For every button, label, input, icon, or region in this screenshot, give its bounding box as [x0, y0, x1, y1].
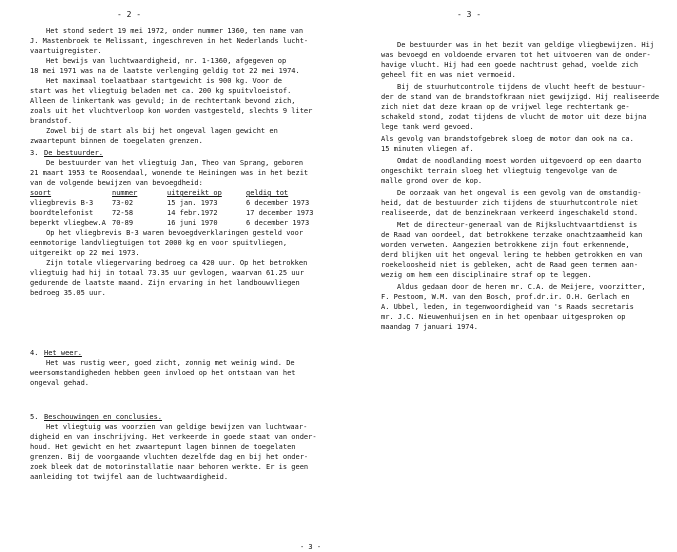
table-cell: 6 december 1973	[246, 199, 310, 207]
section-beschouwingen	[30, 412, 330, 482]
section-title: De bestuurder.	[44, 149, 104, 157]
section-heading	[30, 348, 330, 358]
text-line: Het was rustig weer, goed zicht, zonnig met weinig wind. De	[46, 359, 295, 367]
text-line: 15 minuten vliegen af.	[381, 145, 474, 153]
text-line: van de volgende bewijzen van bevoegdheid:	[30, 179, 203, 187]
table-header-cell: geldig tot	[246, 189, 289, 197]
text-line: der de stand van de brandstofkraan niet gewijzigd. Hij realiseerde	[381, 93, 660, 101]
text-line: J. Mastenbroek te Melissant, ingeschreven in het Nederlands lucht-	[30, 37, 309, 45]
text-line: havige vlucht. Hij had een goede nachtrust gehad, voelde zich	[381, 61, 639, 69]
text-line: heid, dat de bestuurder zich tijdens de stuurhutcontrole niet	[381, 199, 639, 207]
section-heading	[30, 148, 330, 158]
text-line: eenmotorige landvliegtuigen tot 2000 kg en voor spuitvliegen,	[30, 239, 288, 247]
text-line: houd. Het gewicht en het zwaartepunt lagen binnen de toegelaten	[30, 443, 296, 451]
text-line: zich niet dat deze kraan op de vrijwel lege rechtertank ge-	[381, 103, 630, 111]
license-table	[30, 188, 326, 228]
section-weer	[30, 348, 330, 388]
text-line: 18 mei 1971 was na de laatste verlenging geldig tot 22 mei 1974.	[30, 67, 300, 75]
text-line: aanleiding tot twijfel aan de luchtwaardigheid.	[30, 473, 229, 481]
text-line: zoek bleek dat de motorinstallatie naar behoren werkte. Er is geen	[30, 463, 309, 471]
section-title: Beschouwingen en conclusies.	[44, 413, 163, 421]
text-line: derd blijken uit het ongeval lering te hebben getrokken en van	[381, 251, 643, 259]
text-line: Aldus gedaan door de heren mr. C.A. de Meijere, voorzitter,	[397, 283, 646, 291]
paragraph	[381, 220, 671, 280]
text-line: Zijn totale vliegervaring bedroeg ca 420 uur. Op het betrokken	[46, 259, 308, 267]
section-text	[30, 358, 330, 388]
text-line: uitgereikt op 22 mei 1973.	[30, 249, 140, 257]
text-line: ongeschikt terrain sloeg het vliegtuig tengevolge van de	[381, 167, 618, 175]
text-line: mr. J.C. Nieuwenhuijsen en in het openbaar uitgesproken op	[381, 313, 626, 321]
next-page-marker: - 3 -	[300, 543, 322, 551]
text-line: De bestuurder van het vliegtuig Jan, Theo van Sprang, geboren	[46, 159, 304, 167]
table-row	[30, 218, 326, 228]
section-bestuurder	[30, 148, 330, 298]
section-text	[30, 422, 330, 482]
text-line: vaartuigregister.	[30, 47, 102, 55]
text-line: De oorzaak van het ongeval is een gevolg van de omstandig-	[397, 189, 642, 197]
text-line: grenzen. Bij de voorgaande vluchten dezelfde dag en bij het onder-	[30, 453, 309, 461]
table-cell: 17 december 1973	[246, 209, 314, 217]
text-line: worden verweten. Aangezien betrokkene zijn fout erkennende,	[381, 241, 630, 249]
section-title: Het weer.	[44, 349, 82, 357]
text-line: F. Pestoom, W.M. van den Bosch, prof.dr.ir. O.H. Gerlach en	[381, 293, 630, 301]
right-body	[381, 40, 671, 334]
text-line: was bevoegd en voldoende ervaren tot het uitvoeren van de onder-	[381, 51, 651, 59]
table-header-cell: nummer	[112, 189, 138, 197]
table-cell: vliegbrevis B-3	[30, 199, 94, 207]
text-line: A. Ubbel, leden, in tegenwoordigheid van 's Raads secretaris	[381, 303, 634, 311]
table-cell: beperkt vliegbew.A	[30, 219, 106, 227]
text-line: vliegtuig had hij in totaal 73.35 uur gevlogen, waarvan 61.25 uur	[30, 269, 304, 277]
page-left	[0, 0, 338, 552]
text-line: realiseerde, dat de benzinekraan verkeerd ingeschakeld stond.	[381, 209, 639, 217]
paragraph	[381, 156, 671, 186]
text-line: Omdat de noodlanding moest worden uitgevoerd op een daarto	[397, 157, 642, 165]
text-line: Het vliegtuig was voorzien van geldige bewijzen van luchtwaar-	[46, 423, 308, 431]
section-text-after-table	[30, 228, 330, 298]
text-line: malle grond over de kop.	[381, 177, 483, 185]
paragraph	[381, 188, 671, 218]
table-header-cell: soort	[30, 189, 52, 197]
section-heading	[30, 412, 330, 422]
text-line: Het bewijs van luchtwaardigheid, nr. 1-1360, afgegeven op	[46, 57, 287, 65]
table-cell: 15 jan. 1973	[167, 199, 218, 207]
text-line: De bestuurder was in het bezit van geldige vliegbewijzen. Hij	[397, 41, 655, 49]
text-line: weersomstandigheden hebben geen invloed op het ontstaan van het	[30, 369, 296, 377]
text-line: geheel fit en was niet vermoeid.	[381, 71, 516, 79]
text-line: gedurende de laatste maand. Zijn ervaring in het landbouwvliegen	[30, 279, 300, 287]
table-cell: 14 febr.1972	[167, 209, 218, 217]
table-cell: 72-58	[112, 209, 134, 217]
text-line: Op het vliegbrevis B-3 waren bevoegdverklaringen gesteld voor	[46, 229, 304, 237]
paragraph	[381, 134, 671, 154]
text-line: roekeloosheid niet is gebleken, acht de Raad geen termen aan-	[381, 261, 639, 269]
text-line: brandstof.	[30, 117, 73, 125]
paragraph	[381, 82, 671, 132]
text-line: start was het vliegtuig beladen met ca. 200 kg spuitvloeistof.	[30, 87, 292, 95]
table-row	[30, 198, 326, 208]
section-number: 4.	[30, 349, 39, 357]
text-line: Alleen de linkertank was gevuld; in de rechtertank bevond zich,	[30, 97, 296, 105]
section-number: 5.	[30, 413, 39, 421]
text-line: wezig om hem een disciplinaire straf op te leggen.	[381, 271, 592, 279]
intro-block	[30, 26, 330, 146]
text-line: Het maximaal toelaatbaar startgewicht is 900 kg. Voor de	[46, 77, 283, 85]
paragraph	[381, 40, 671, 80]
text-line: Als gevolg van brandstofgebrek sloeg de motor dan ook na ca.	[381, 135, 634, 143]
text-line: 21 maart 1953 te Roosendaal, wonende te Heiningen was in het bezit	[30, 169, 309, 177]
text-line: lege tank werd gevoed.	[381, 123, 474, 131]
page-right	[339, 0, 677, 552]
page-number: - 3 -	[457, 10, 482, 19]
table-cell: 70-89	[112, 219, 134, 227]
table-cell: 6 december 1973	[246, 219, 310, 227]
table-row	[30, 208, 326, 218]
section-text	[30, 158, 330, 188]
text-line: zoals uit het vluchtverloop kon worden vastgesteld, slechts 9 liter	[30, 107, 313, 115]
page-number: - 2 -	[117, 10, 142, 19]
text-line: zwaartepunt binnen de toegelaten grenzen.	[30, 137, 203, 145]
text-line: ongeval gehad.	[30, 379, 90, 387]
text-line: de Raad van oordeel, dat betrokkene terzake onachtzaamheid kan	[381, 231, 643, 239]
section-number: 3.	[30, 149, 39, 157]
paragraph	[381, 282, 671, 332]
text-line: Zowel bij de start als bij het ongeval lagen gewicht en	[46, 127, 278, 135]
text-line: maandag 7 januari 1974.	[381, 323, 478, 331]
table-cell: 16 juni 1970	[167, 219, 218, 227]
text-line: digheid en van inschrijving. Het verkeerde in goede staat van onder-	[30, 433, 317, 441]
text-line: Het stond sedert 19 mei 1972, onder nummer 1360, ten name van	[46, 27, 304, 35]
table-cell: boordtelefonist	[30, 209, 94, 217]
table-cell: 73-02	[112, 199, 134, 207]
table-header-cell: uitgereikt op	[167, 189, 222, 197]
text-line: bedroeg 35.05 uur.	[30, 289, 106, 297]
text-line: schakeld stond, zodat tijdens de vlucht de motor uit deze bijna	[381, 113, 647, 121]
text-line: Bij de stuurhutcontrole tijdens de vlucht heeft de bestuur-	[397, 83, 646, 91]
text-line: Met de directeur-generaal van de Rijksluchtvaartdienst is	[397, 221, 638, 229]
table-header-row	[30, 188, 326, 198]
